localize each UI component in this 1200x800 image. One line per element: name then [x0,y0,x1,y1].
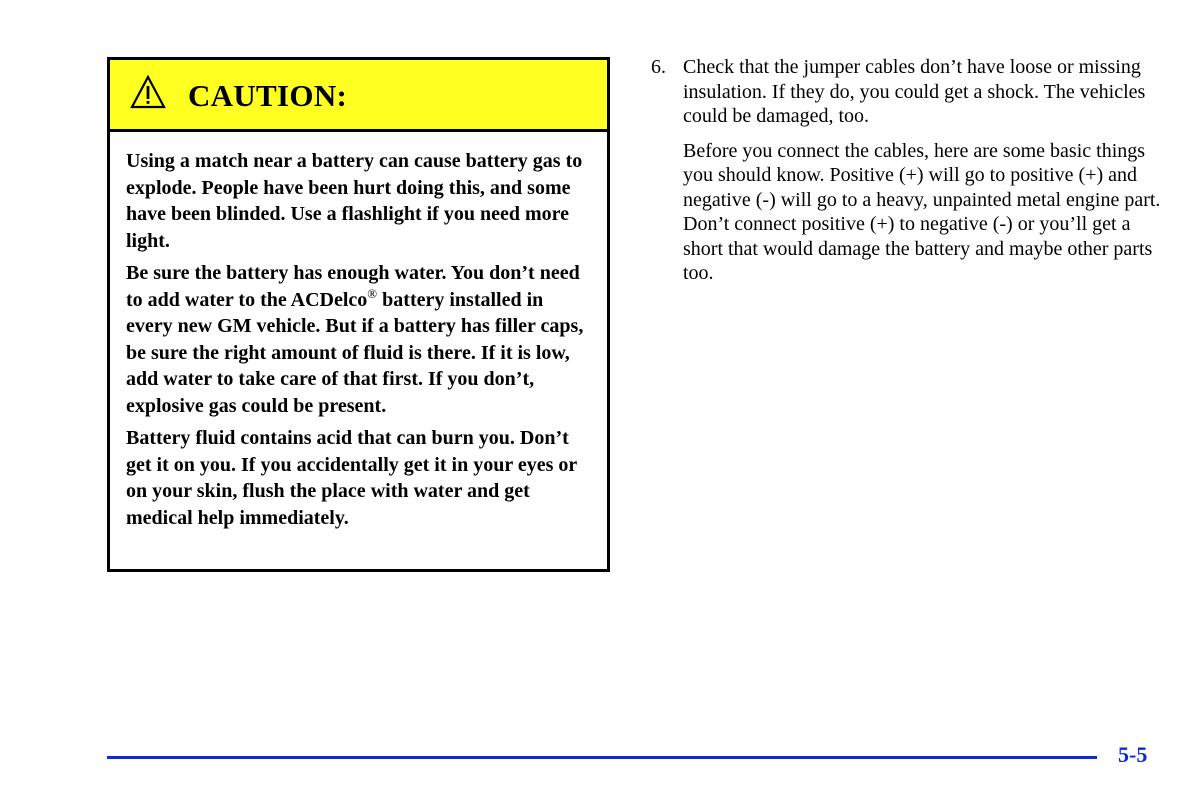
footer-rule [107,756,1097,759]
page-number: 5-5 [1118,742,1148,767]
caution-paragraph-match: Using a match near a battery can cause battery gas to explode. People have been hurt doing this, and some have been blinded. Use a flashlight if you need more light. [126,150,583,252]
caution-paragraph-acid: Battery fluid contains acid that can burn you. Don’t get it on you. If you accidentally get it in your eyes or on your skin, flush the place with water and get medical help immediately. [126,427,577,529]
step-text: Check that the jumper cables don’t have loose or missing insulation. If they do, you could get a shock. The vehicles could be damaged, too. [683,56,1146,127]
step-6 [651,55,1171,129]
caution-paragraph-water [126,260,593,419]
caution-box [107,57,610,572]
warning-triangle-icon [130,74,166,110]
caution-title: CAUTION: [188,78,348,113]
caution-paragraph-water-text-end: battery installed in every new GM vehicle. But if a battery has filler caps, be sure the right amount of fluid is there. If it is low, add water to take care of that first. If you don’t, explosive gas could be present. [126,288,584,417]
step-number: 6. [651,56,666,78]
connection-basics-paragraph: Before you connect the cables, here are some basic things you should know. Positive (+) will go to positive (+) and negative (-) will go to a heavy, unpainted metal engine part. Don’t connect positive (+) to negative (-) or you’ll get a short that would damage the battery and maybe other parts too. [683,139,1161,284]
caution-body [110,132,607,531]
registered-mark: ® [367,285,378,301]
instructions-column [651,55,1171,286]
caution-paragraph-water-text-start: Be sure the battery has enough water. You don’t need to add water to the ACDelco [126,262,580,311]
caution-header [110,60,607,132]
